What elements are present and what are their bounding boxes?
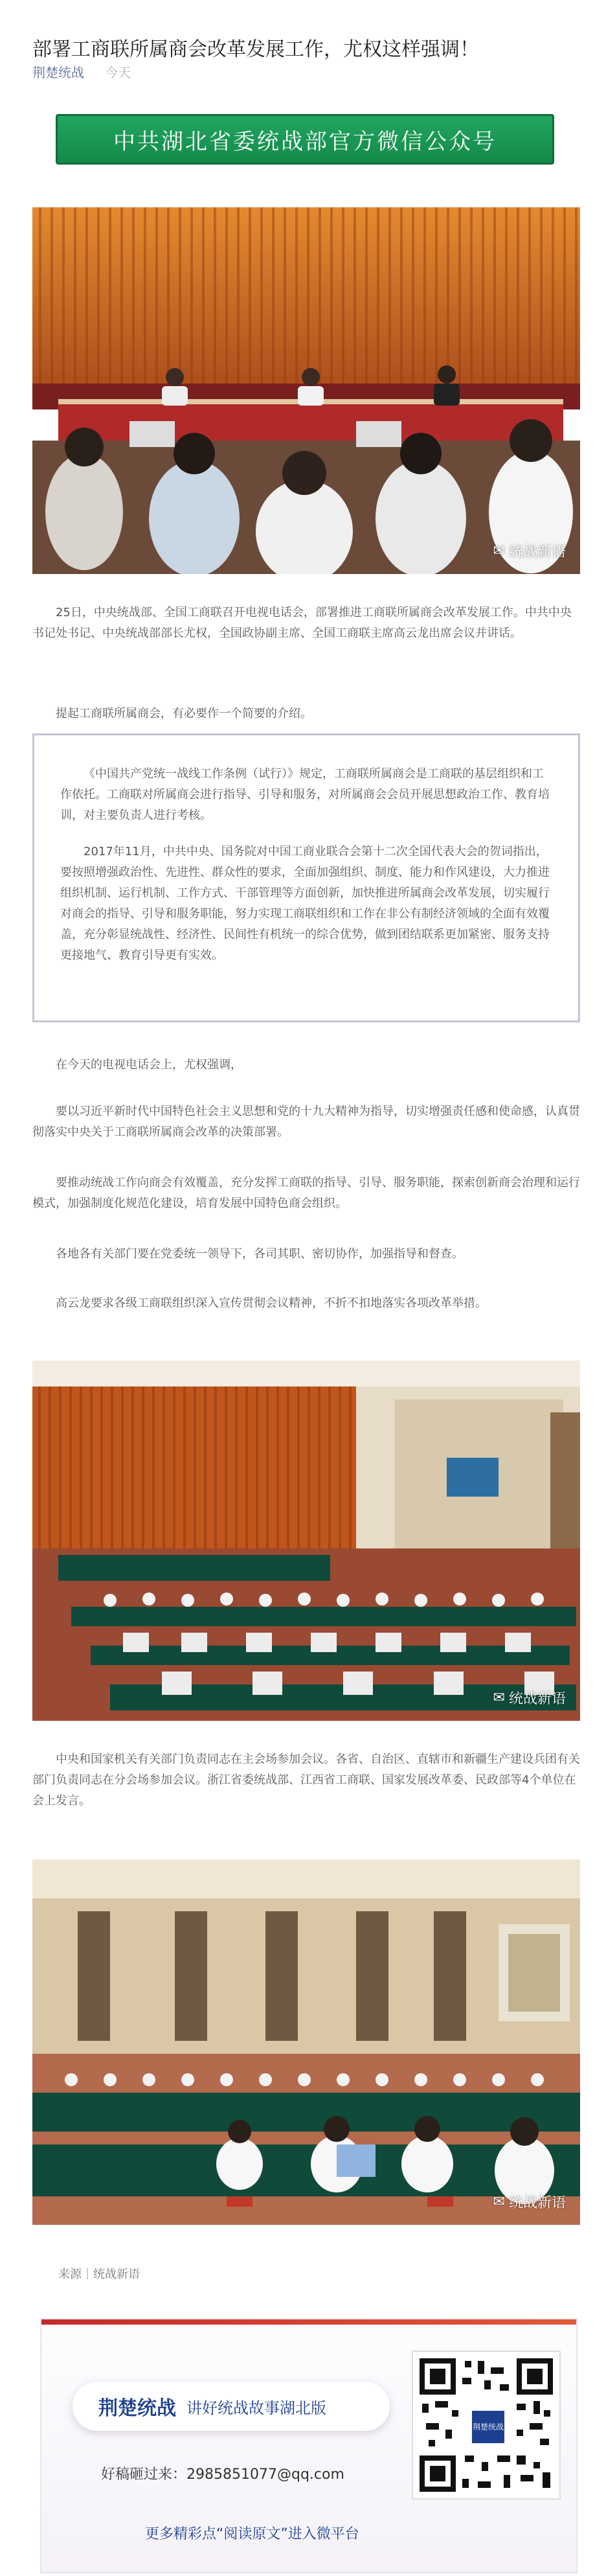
watermark [493,2192,566,2212]
paragraph-3: 在今天的电视电话会上，尤权强调， [56,1058,242,1072]
card-brand: 荆楚统战 [98,2397,176,2420]
promo-card [40,2318,578,2573]
qr-code-icon [412,2351,561,2500]
article-meta [32,62,131,81]
paragraph-7: 高云龙要求各级工商联组织深入宣传贯彻会议精神，不折不扣地落实各项改革举措。 [56,1296,487,1310]
publish-date: 今天 [105,65,131,80]
card-slogan: 讲好统战故事湖北版 [186,2398,326,2417]
qr-center-logo: 荆楚统战 [470,2409,506,2445]
watermark-text: 统战新语 [508,544,566,560]
paragraph-6: 各地各有关部门要在党委统一领导下，各司其职、密切协作，加强指导和督查。 [56,1247,464,1261]
paragraph-2: 提起工商联所属商会，有必要作一个简要的介绍。 [56,707,312,720]
paragraph-1: 25日，中央统战部、全国工商联召开电视电话会，部署推进工商联所属商会改革发展工作。中共中央书记处书记、中央统战部部长尤权，全国政协副主席、全国工商联主席高云龙出席会议并讲话。 [32,606,572,640]
watermark [493,541,566,561]
paragraph-5: 要推动统战工作向商会有效覆盖，充分发挥工商联的指导、引导、服务职能，探索创新商会治理和运行模式，加强制度化规范化建设，培育发展中国特色商会组织。 [32,1176,580,1210]
account-link[interactable]: 荆楚统战 [32,65,84,80]
card-accent-bar [41,2319,576,2325]
meeting-photo-2[interactable] [32,1361,580,1721]
official-account-banner: 中共湖北省委统战部官方微信公众号 [56,114,554,165]
chat-bubble-icon: ✉ [493,2194,505,2210]
watermark-text: 统战新语 [508,2195,566,2211]
meeting-photo-3[interactable] [32,1859,580,2225]
watermark [493,1688,566,1708]
read-more-link[interactable]: 更多精彩点“阅读原文”进入微平台 [145,2526,359,2542]
chat-bubble-icon: ✉ [493,543,505,559]
submission-line [101,2463,344,2483]
watermark-text: 统战新语 [508,1691,566,1707]
source-line: 来源｜统战新语 [58,2268,140,2281]
article-title: 部署工商联所属商会改革发展工作，尤权这样强调！ [32,38,479,62]
submission-label: 好稿砸过来： [101,2467,187,2483]
quote-paragraph-2: 2017年11月，中共中央、国务院对中国工商业联合会第十二次全国代表大会的贺词指出，要按照增强政治性、先进性、群众性的要求，全面加强组织、制度、能力和作风建设，大力推进组织机制、运行机制、工作方式、干部管理等方面创新，加快推进所属商会改革发展，切实履行对商会的指导、引导和服务职能，努力实现工商联组织和工作在非公有制经济领域的全面有效覆盖，充分彰显统战性、经济性、民间性有机统一的综合优势，做到团结联系更加紧密、服务支持更接地气、教育引导更有实效。 [60,845,550,962]
paragraph-4: 要以习近平新时代中国特色社会主义思想和党的十九大精神为指导，切实增强责任感和使命感，认真贯彻落实中央关于工商联所属商会改革的决策部署。 [32,1105,580,1139]
submission-email[interactable]: 2985851077@qq.com [186,2467,344,2483]
slogan-pill [73,2382,390,2431]
paragraph-8: 中央和国家机关有关部门负责同志在主会场参加会议。各省、自治区、直辖市和新疆生产建设兵团有关部门负责同志在分会场参加会议。浙江省委统战部、江西省工商联、国家发展改革委、民政部等4个单位在会上发言。 [32,1753,580,1808]
quote-paragraph-1: 《中国共产党统一战线工作条例（试行）》规定，工商联所属商会是工商联的基层组织和工作依托。工商联对所属商会进行指导、引导和服务，对所属商会会员开展思想政治工作、教育培训，对主要负责人进行考核。 [60,767,550,822]
chat-bubble-icon: ✉ [493,1690,505,1706]
meeting-photo-1[interactable] [32,207,580,574]
quote-box [32,733,580,1022]
